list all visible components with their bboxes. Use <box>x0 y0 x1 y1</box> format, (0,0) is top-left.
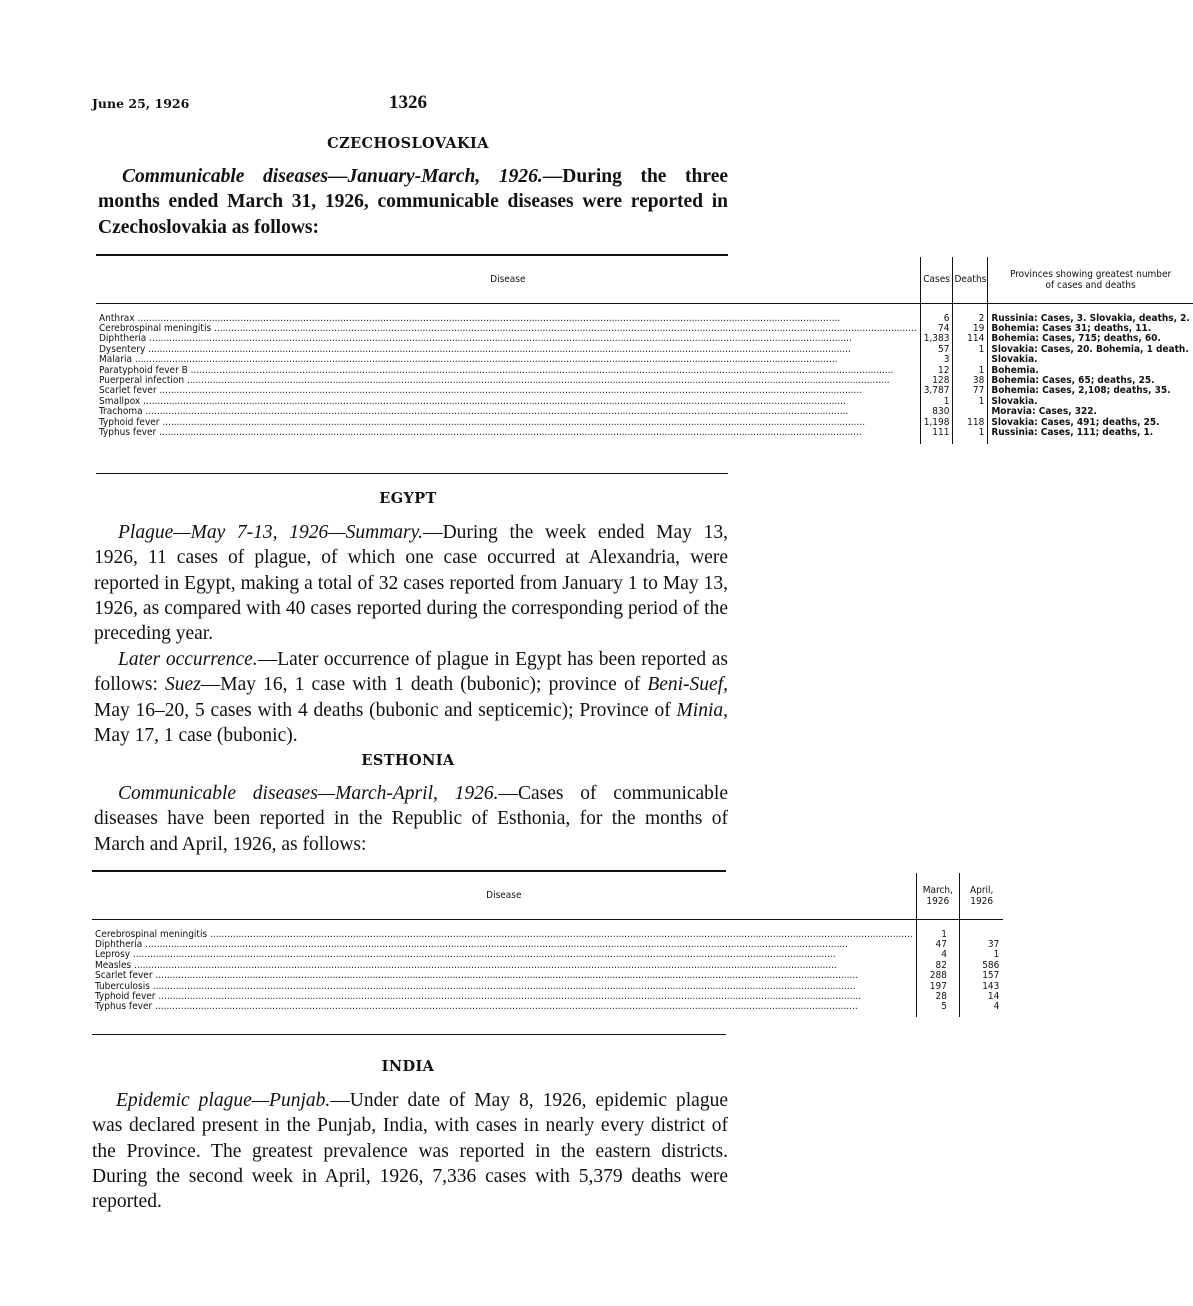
disease-cell <box>96 428 920 438</box>
col-header-disease: Disease <box>92 873 916 919</box>
egypt-later-title: Later occurrence. <box>118 649 258 670</box>
april-cell: 143 <box>959 982 1003 992</box>
april-cell: 14 <box>959 992 1003 1002</box>
disease-name: Leprosy ..... <box>95 950 913 960</box>
deaths-cell: 38 <box>953 376 988 386</box>
section-heading-czechoslovakia: CZECHOSLOVAKIA <box>327 135 489 152</box>
march-cell: 47 <box>916 940 959 950</box>
disease-name: Smallpox ..... <box>99 397 917 407</box>
col-header-deaths: Deaths <box>953 257 988 303</box>
deaths-cell: 1 <box>953 428 988 438</box>
cases-cell: 6 <box>920 303 953 324</box>
india-plague-title: Epidemic plague—Punjab. <box>116 1090 331 1111</box>
egypt-later-text-b: —May 16, 1 case with 1 death (bubonic); province of <box>200 674 648 696</box>
disease-name: Scarlet fever ..... <box>99 386 917 396</box>
disease-name: Malaria ..... <box>99 355 917 365</box>
cases-cell: 3,787 <box>920 386 953 396</box>
provinces-cell: Slovakia. <box>988 397 1193 407</box>
table-spacer-row <box>96 438 1193 444</box>
disease-name: Typhoid fever ..... <box>95 992 913 1002</box>
esthonia-intro-text: —Cases of communicable diseases have been reported in the Republic of Esthonia, for the months of March and April, 1926, as follows: <box>94 783 728 855</box>
deaths-cell: 1 <box>953 366 988 376</box>
march-cell: 197 <box>916 982 959 992</box>
col-header-cases: Cases <box>920 257 953 303</box>
czech-table-top-rule <box>96 254 728 256</box>
table-spacer-row <box>92 1013 1003 1017</box>
cases-cell: 3 <box>920 355 953 365</box>
col-header-april: April, 1926 <box>959 873 1003 919</box>
deaths-cell: 2 <box>953 303 988 324</box>
disease-name: Typhus fever ..... <box>99 428 917 438</box>
cases-cell: 128 <box>920 376 953 386</box>
table-row <box>92 971 1003 981</box>
deaths-cell: 77 <box>953 386 988 396</box>
cases-cell: 1,198 <box>920 418 953 428</box>
table-row <box>92 919 1003 940</box>
disease-name: Cerebrospinal meningitis ..... <box>99 324 917 334</box>
esthonia-disease-table <box>92 873 1003 1017</box>
col-header-march: March, 1926 <box>916 873 959 919</box>
disease-name: Puerperal infection ..... <box>99 376 917 386</box>
disease-name: Typhus fever ..... <box>95 1002 913 1012</box>
table-row <box>96 407 1193 417</box>
table-row <box>92 1002 1003 1012</box>
provinces-cell: Bohemia: Cases, 65; deaths, 25. <box>988 376 1193 386</box>
table-row <box>96 303 1193 324</box>
disease-cell <box>92 971 916 981</box>
esthonia-intro-title: Communicable diseases—March-April, 1926. <box>118 783 499 804</box>
egypt-summary-title: Plague—May 7-13, 1926—Summary. <box>118 522 424 543</box>
april-cell: 586 <box>959 961 1003 971</box>
disease-name: Measles ..... <box>95 961 913 971</box>
esthonia-intro-paragraph <box>94 781 728 857</box>
disease-cell <box>96 303 920 324</box>
egypt-later-text-c: May 16–20, 5 cases with 4 deaths (bubonic and septicemic); Province of <box>94 699 677 721</box>
running-head <box>92 92 724 116</box>
disease-cell <box>96 355 920 365</box>
col-header-disease: Disease <box>96 257 920 303</box>
cases-cell: 830 <box>920 407 953 417</box>
cases-cell: 1 <box>920 397 953 407</box>
march-cell: 1 <box>916 919 959 940</box>
disease-cell <box>92 1002 916 1012</box>
provinces-cell: Slovakia: Cases, 491; deaths, 25. <box>988 418 1193 428</box>
czech-disease-table <box>96 257 1193 444</box>
esthonia-table-bottom-rule <box>92 1034 726 1035</box>
march-cell: 82 <box>916 961 959 971</box>
section-heading-egypt: EGYPT <box>379 490 437 507</box>
disease-name: Cerebrospinal meningitis ..... <box>95 930 913 940</box>
provinces-cell: Russinia: Cases, 3. Slovakia, deaths, 2. <box>988 303 1193 324</box>
egypt-summary-text: —During the week ended May 13, 1926, 11 cases of plague, of which one case occurred at Alexandria, were reported in Egypt, making a total of 32 cases reported from January 1 to May 13, 1926, as compared with 40 cases reported during the corresponding period of the preceding year. <box>94 522 728 645</box>
cases-cell: 57 <box>920 345 953 355</box>
march-cell: 288 <box>916 971 959 981</box>
czech-intro-title: Communicable diseases—January-March, 1926. <box>122 166 543 187</box>
india-plague-paragraph <box>92 1088 728 1214</box>
india-plague-text: —Under date of May 8, 1926, epidemic plague was declared present in the Punjab, India, with cases in nearly every district of the Province. The greatest prevalence was reported in the eastern districts. During the second week in April, 1926, 7,336 cases with 5,379 deaths were reported. <box>92 1090 728 1213</box>
provinces-cell: Bohemia: Cases, 715; deaths, 60. <box>988 334 1193 344</box>
march-cell: 5 <box>916 1002 959 1012</box>
issue-date: June 25, 1926 <box>92 96 190 111</box>
disease-name: Anthrax ..... <box>99 314 917 324</box>
deaths-cell <box>953 407 988 417</box>
deaths-cell: 1 <box>953 397 988 407</box>
cases-cell: 74 <box>920 324 953 334</box>
section-heading-india: INDIA <box>381 1058 435 1075</box>
deaths-cell: 1 <box>953 345 988 355</box>
provinces-cell: Slovakia. <box>988 355 1193 365</box>
disease-name: Dysentery ..... <box>99 345 917 355</box>
egypt-later-paragraph <box>94 647 728 748</box>
disease-name: Tuberculosis ..... <box>95 982 913 992</box>
march-cell: 28 <box>916 992 959 1002</box>
egypt-place-beni-suef: Beni-Suef, <box>647 674 728 696</box>
disease-cell <box>96 407 920 417</box>
cases-cell: 1,383 <box>920 334 953 344</box>
disease-name: Paratyphoid fever B ..... <box>99 366 917 376</box>
disease-name: Typhoid fever ..... <box>99 418 917 428</box>
provinces-cell: Moravia: Cases, 322. <box>988 407 1193 417</box>
cases-cell: 111 <box>920 428 953 438</box>
egypt-later-text-a: —Later occurrence of plague in Egypt has been reported as follows: <box>94 649 728 696</box>
april-cell: 1 <box>959 950 1003 960</box>
provinces-cell: Bohemia. <box>988 366 1193 376</box>
egypt-place-minia: Minia, <box>676 699 728 721</box>
czech-table-bottom-rule <box>96 473 728 474</box>
col-header-provinces: Provinces showing greatest number of cases and deaths <box>988 257 1193 303</box>
czech-intro-text: —During the three months ended March 31, 1926, communicable diseases were reported in Czechoslovakia as follows: <box>98 166 729 238</box>
march-cell: 4 <box>916 950 959 960</box>
egypt-later-text-d: May 17, 1 case (bubonic). <box>94 724 298 746</box>
disease-name: Trachoma ..... <box>99 407 917 417</box>
czech-intro-paragraph <box>98 164 728 240</box>
provinces-cell: Bohemia: Cases, 2,108; deaths, 35. <box>988 386 1193 396</box>
deaths-cell <box>953 355 988 365</box>
provinces-cell: Russinia: Cases, 111; deaths, 1. <box>988 428 1193 438</box>
deaths-cell: 114 <box>953 334 988 344</box>
provinces-cell: Bohemia: Cases 31; deaths, 11. <box>988 324 1193 334</box>
april-cell: 157 <box>959 971 1003 981</box>
egypt-place-suez: Suez <box>165 674 201 696</box>
disease-name: Scarlet fever ..... <box>95 971 913 981</box>
deaths-cell: 118 <box>953 418 988 428</box>
provinces-cell: Slovakia: Cases, 20. Bohemia, 1 death. <box>988 345 1193 355</box>
disease-name: Diphtheria ..... <box>95 940 913 950</box>
egypt-summary-paragraph <box>94 520 728 646</box>
section-heading-esthonia: ESTHONIA <box>361 752 455 769</box>
april-cell: 4 <box>959 1002 1003 1012</box>
april-cell <box>959 919 1003 940</box>
disease-cell <box>92 919 916 940</box>
page-number: 1326 <box>389 92 427 113</box>
deaths-cell: 19 <box>953 324 988 334</box>
table-row <box>96 428 1193 438</box>
disease-name: Diphtheria ..... <box>99 334 917 344</box>
esthonia-table-top-rule <box>92 870 726 872</box>
cases-cell: 12 <box>920 366 953 376</box>
april-cell: 37 <box>959 940 1003 950</box>
table-row <box>96 355 1193 365</box>
